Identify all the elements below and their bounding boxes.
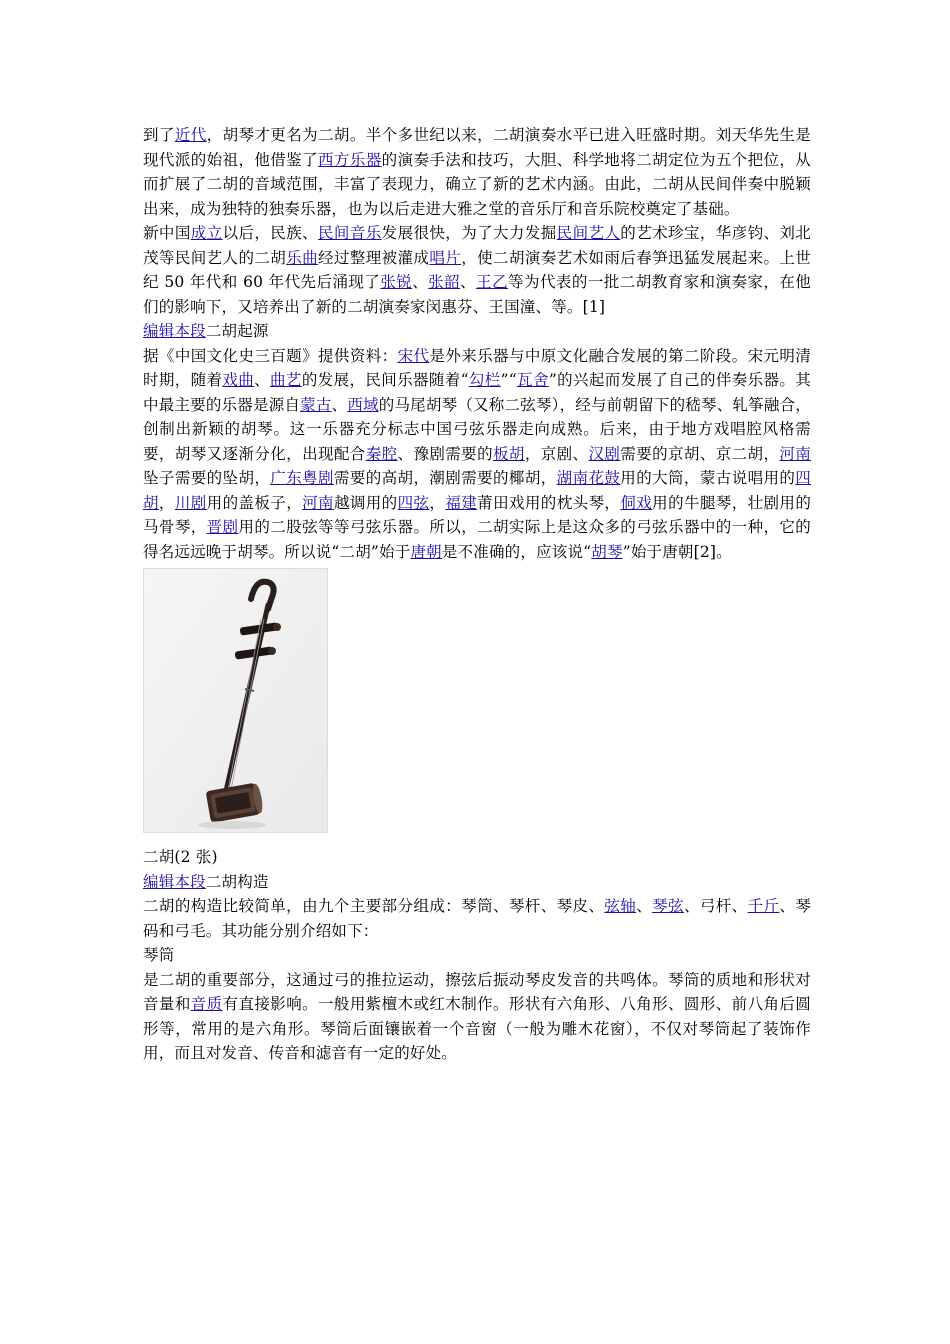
link[interactable]: 板胡	[493, 444, 525, 463]
article-body	[143, 123, 811, 1066]
section-heading-structure	[143, 870, 811, 895]
paragraph-structure	[143, 894, 811, 943]
link[interactable]: 福建	[445, 493, 478, 512]
link[interactable]: 音质	[190, 995, 223, 1013]
link[interactable]: 编辑本段	[143, 872, 206, 891]
text-run: ”“	[500, 371, 517, 389]
link[interactable]: 王乙	[476, 273, 509, 291]
paragraph-origin	[143, 344, 811, 565]
link[interactable]: 瓦舍	[516, 371, 549, 389]
link[interactable]: 民间艺人	[556, 224, 621, 242]
link[interactable]: 曲艺	[270, 371, 302, 389]
section-heading-origin	[143, 319, 811, 344]
link[interactable]: 四弦	[397, 493, 430, 512]
link[interactable]: 成立	[190, 224, 223, 242]
text-run: 是外来乐器与中原文化融合发展的第二阶段。宋元明清时期，随着	[143, 346, 812, 389]
link[interactable]: 侗戏	[620, 493, 653, 512]
text-run: 用的盖板子，	[206, 493, 303, 512]
image-caption: 二胡(2 张)	[143, 848, 218, 866]
link[interactable]: 千斤	[747, 897, 780, 915]
text-run: ，胡琴才更名为二胡。半个多世纪以来，二胡演奏水平已进入旺盛时期。刘天华先生是现代派的始祖，他借鉴了	[143, 126, 812, 169]
text-run: 发展很快，为了大力发掘	[381, 224, 557, 242]
text-run: 、琴码和弓毛。其功能分别介绍如下：	[143, 897, 812, 940]
link[interactable]: 胡琴	[591, 542, 623, 561]
text-run: 越调用的	[333, 493, 398, 512]
text-run: 、	[460, 273, 477, 291]
link[interactable]: 乐曲	[286, 248, 319, 267]
link[interactable]: 唐朝	[410, 542, 442, 561]
text-run: ，	[158, 493, 175, 512]
paragraph-new-china	[143, 221, 811, 319]
link[interactable]: 广东粤剧	[270, 469, 334, 487]
text-run: 、	[331, 395, 348, 414]
text-run: 、弓杆、	[683, 897, 748, 915]
text-run: ，	[429, 493, 446, 512]
link[interactable]: 弦轴	[604, 897, 637, 915]
link[interactable]: 蒙古	[300, 395, 332, 414]
text-run: 用的大筒，蒙古说唱用的	[620, 469, 796, 487]
text-run: 的发展，民间乐器随着“	[301, 371, 469, 389]
link[interactable]: 张韶	[428, 273, 461, 291]
erhu-image[interactable]	[143, 568, 328, 833]
link[interactable]: 勾栏	[468, 371, 501, 389]
link[interactable]: 戏曲	[222, 371, 255, 389]
link[interactable]: 河南	[779, 444, 811, 463]
link[interactable]: 川剧	[174, 493, 207, 512]
text-run: 是不准确的，应该说“	[441, 542, 592, 561]
link[interactable]: 唱片	[429, 248, 462, 267]
text-run: 用的牛腿琴，壮剧用的马骨琴，	[143, 493, 812, 536]
text-run: 的演奏手法和技巧，大胆、科学地将二胡定位为五个把位，从而扩展了二胡的音域范围，丰富了表现力，确立了新的艺术内涵。由此，二胡从民间伴奏中脱颖出来，成为独特的独奏乐器，也为以后走进大雅之堂的音乐厅和音乐院校奠定了基础。	[143, 150, 811, 218]
text-run: ”始于唐朝[2]。	[622, 542, 732, 561]
link[interactable]: 琴弦	[652, 897, 684, 915]
link[interactable]: 秦腔	[365, 444, 398, 463]
text-run: 琴筒	[143, 946, 175, 964]
text-run: 经过整理被灌成	[318, 248, 430, 267]
link[interactable]: 张锐	[380, 273, 413, 291]
text-run: 二胡构造	[205, 872, 269, 891]
link[interactable]: 晋剧	[206, 518, 239, 536]
text-run: 莆田戏用的枕头琴，	[477, 493, 621, 512]
text-run: ”的兴起而发展了自己的伴奏乐器。其中最主要的乐器是源自	[143, 371, 812, 414]
text-run: 二胡的构造比较简单，由九个主要部分组成：琴筒、琴杆、琴皮、	[143, 897, 605, 915]
link[interactable]: 宋代	[397, 346, 430, 365]
paragraph-modern-era	[143, 123, 811, 221]
text-run: 的马尾胡琴（又称二弦琴），经与前朝留下的嵇琴、轧筝融合，创制出新颖的胡琴。这一乐器充分标志中国弓弦乐器走向成熟。后来，由于地方戏唱腔风格需要，胡琴又逐渐分化，出现配合	[143, 395, 811, 463]
text-run: 有直接影响。一般用紫檀木或红木制作。形状有六角形、八角形、圆形、前八角后圆形等，常用的是六角形。琴筒后面镶嵌着一个音窗（一般为雕木花窗），不仅对琴筒起了装饰作用，而且对发音、传音和滤音有一定的好处。	[143, 995, 811, 1062]
text-run: 新中国	[143, 224, 191, 242]
text-run: 用的二股弦等等弓弦乐器。所以，二胡实际上是这众多的弓弦乐器中的一种，它的得名远远晚于胡琴。所以说“二胡”始于	[143, 518, 811, 561]
text-run: 、豫剧需要的	[397, 444, 493, 463]
text-run: 坠子需要的坠胡，	[143, 469, 271, 487]
text-run: 二胡起源	[205, 322, 269, 340]
text-run: 需要的京胡、京二胡，	[620, 444, 780, 463]
link[interactable]: 西域	[347, 395, 379, 414]
text-run: 等为代表的一批二胡教育家和演奏家，在他们的影响下，又培养出了新的二胡演奏家闵惠芬、王国潼、等。[1]	[143, 273, 811, 316]
text-run: 的艺术珍宝，华彦钧、刘北茂等民间艺人的二胡	[143, 224, 811, 267]
link[interactable]: 民间音乐	[318, 224, 382, 242]
link[interactable]: 西方乐器	[318, 150, 382, 169]
subheading-qintong	[143, 943, 811, 968]
text-run: ，京剧、	[524, 444, 589, 463]
text-run: 据《中国文化史三百题》提供资料：	[143, 346, 398, 365]
paragraph-qintong	[143, 968, 811, 1066]
text-run: 到了	[143, 126, 175, 144]
link[interactable]: 汉剧	[588, 444, 621, 463]
text-run: ，使二胡演奏艺术如雨后春笋迅猛发展起来。上世纪 50 年代和 60 年代先后涌现了	[143, 248, 812, 291]
link[interactable]: 湖南花鼓	[556, 469, 621, 487]
text-run: 以后，民族、	[222, 224, 319, 242]
text-run: 是二胡的重要部分，这通过弓的推拉运动，擦弦后振动琴皮发音的共鸣体。琴筒的质地和形状对音量和	[143, 970, 811, 1013]
link[interactable]: 编辑本段	[143, 322, 206, 340]
link[interactable]: 近代	[174, 126, 207, 144]
text-run: 、	[412, 273, 429, 291]
text-run: 需要的高胡，潮剧需要的椰胡，	[333, 469, 557, 487]
text-run: 、	[254, 371, 271, 389]
text-run: 、	[636, 897, 653, 915]
link[interactable]: 四胡	[143, 469, 811, 512]
link[interactable]: 河南	[302, 493, 334, 512]
